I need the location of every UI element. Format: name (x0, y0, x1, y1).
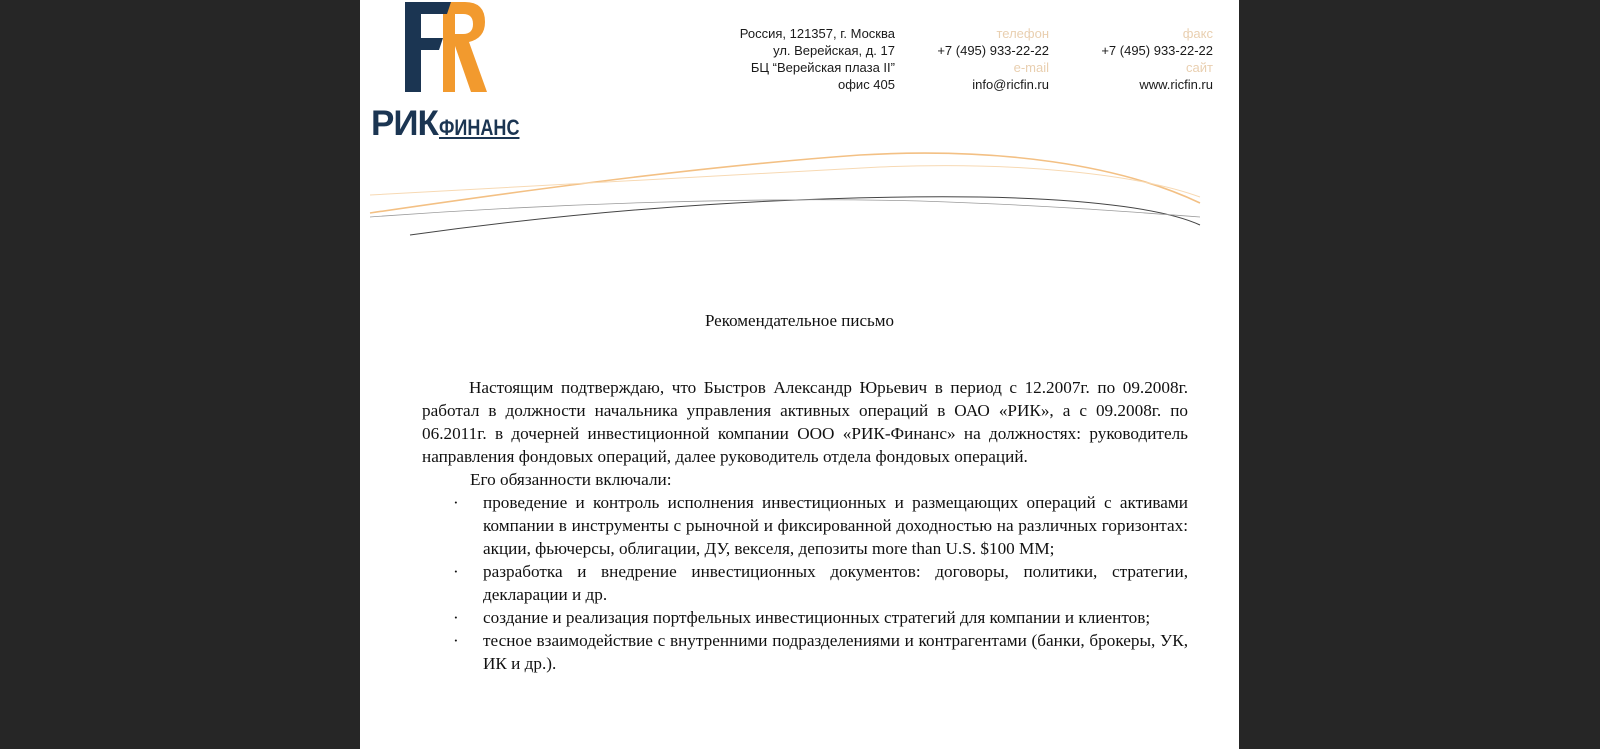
duty-text: проведение и контроль исполнения инвестиционных и размещающих операций с активами компании в инструменты с рыночной и фиксированной доходностью на различных горизонтах: акции, фьючерсы, облигации, ДУ, векселя, депозиты more than U.S. $100 MM; (483, 493, 1188, 558)
company-name (371, 104, 537, 144)
letter-body (422, 376, 1188, 675)
site-label: сайт (1186, 60, 1213, 75)
fax-label: факс (1182, 26, 1213, 41)
list-item (422, 560, 1188, 606)
duty-text: создание и реализация портфельных инвестиционных стратегий для компании и клиентов; (483, 608, 1151, 627)
bullet-marker: · (453, 631, 459, 650)
bullet-marker: · (453, 608, 459, 627)
duty-text: разработка и внедрение инвестиционных документов: договоры, политики, стратегии, декларации и др. (483, 562, 1188, 604)
address-line: БЦ “Верейская плаза II” (750, 60, 895, 75)
list-item (422, 629, 1188, 675)
phone-email-block (937, 25, 1049, 93)
duty-text: тесное взаимодействие с внутренними подразделениями и контрагентами (банки, брокеры, УК, ИК и др.). (483, 631, 1188, 673)
phone-label: телефон (996, 26, 1049, 41)
list-item (422, 491, 1188, 560)
address-line: ул. Верейская, д. 17 (773, 43, 895, 58)
letter-title: Рекомендательное письмо (704, 311, 895, 330)
letter-paragraph: Настоящим подтверждаю, что Быстров Александр Юрьевич в период с 12.2007г. по 09.2008г. работал в должности начальника управления активных операций в ОАО «РИК», а с 09.2008г. по 06.2011г. в дочерней инвестиционной компании ООО «РИК-Финанс» на должностях: руководитель направления фондовых операций, далее руководитель отдела фондовых операций. (422, 378, 1188, 466)
email-label: e-mail (1013, 60, 1049, 75)
fax-site-block (1101, 25, 1213, 93)
duties-list (422, 491, 1188, 675)
bullet-marker: · (453, 562, 459, 581)
email-address: info@ricfin.ru (972, 77, 1049, 92)
site-url: www.ricfin.ru (1139, 77, 1213, 92)
decorative-wave-lines (360, 145, 1239, 245)
letter-page (360, 0, 1239, 749)
fax-number: +7 (495) 933-22-22 (1101, 43, 1213, 58)
company-name-primary: РИК (371, 104, 438, 143)
phone-number: +7 (495) 933-22-22 (937, 43, 1049, 58)
company-address (740, 25, 895, 93)
rf-monogram-logo (399, 0, 489, 96)
list-item (422, 606, 1188, 629)
company-name-secondary: ФИНАНС (438, 115, 520, 140)
address-line: Россия, 121357, г. Москва (739, 26, 895, 41)
address-line: офис 405 (838, 77, 895, 92)
company-logo (371, 0, 520, 143)
duties-intro: Его обязанности включали: (470, 470, 672, 489)
bullet-marker: · (453, 493, 459, 512)
